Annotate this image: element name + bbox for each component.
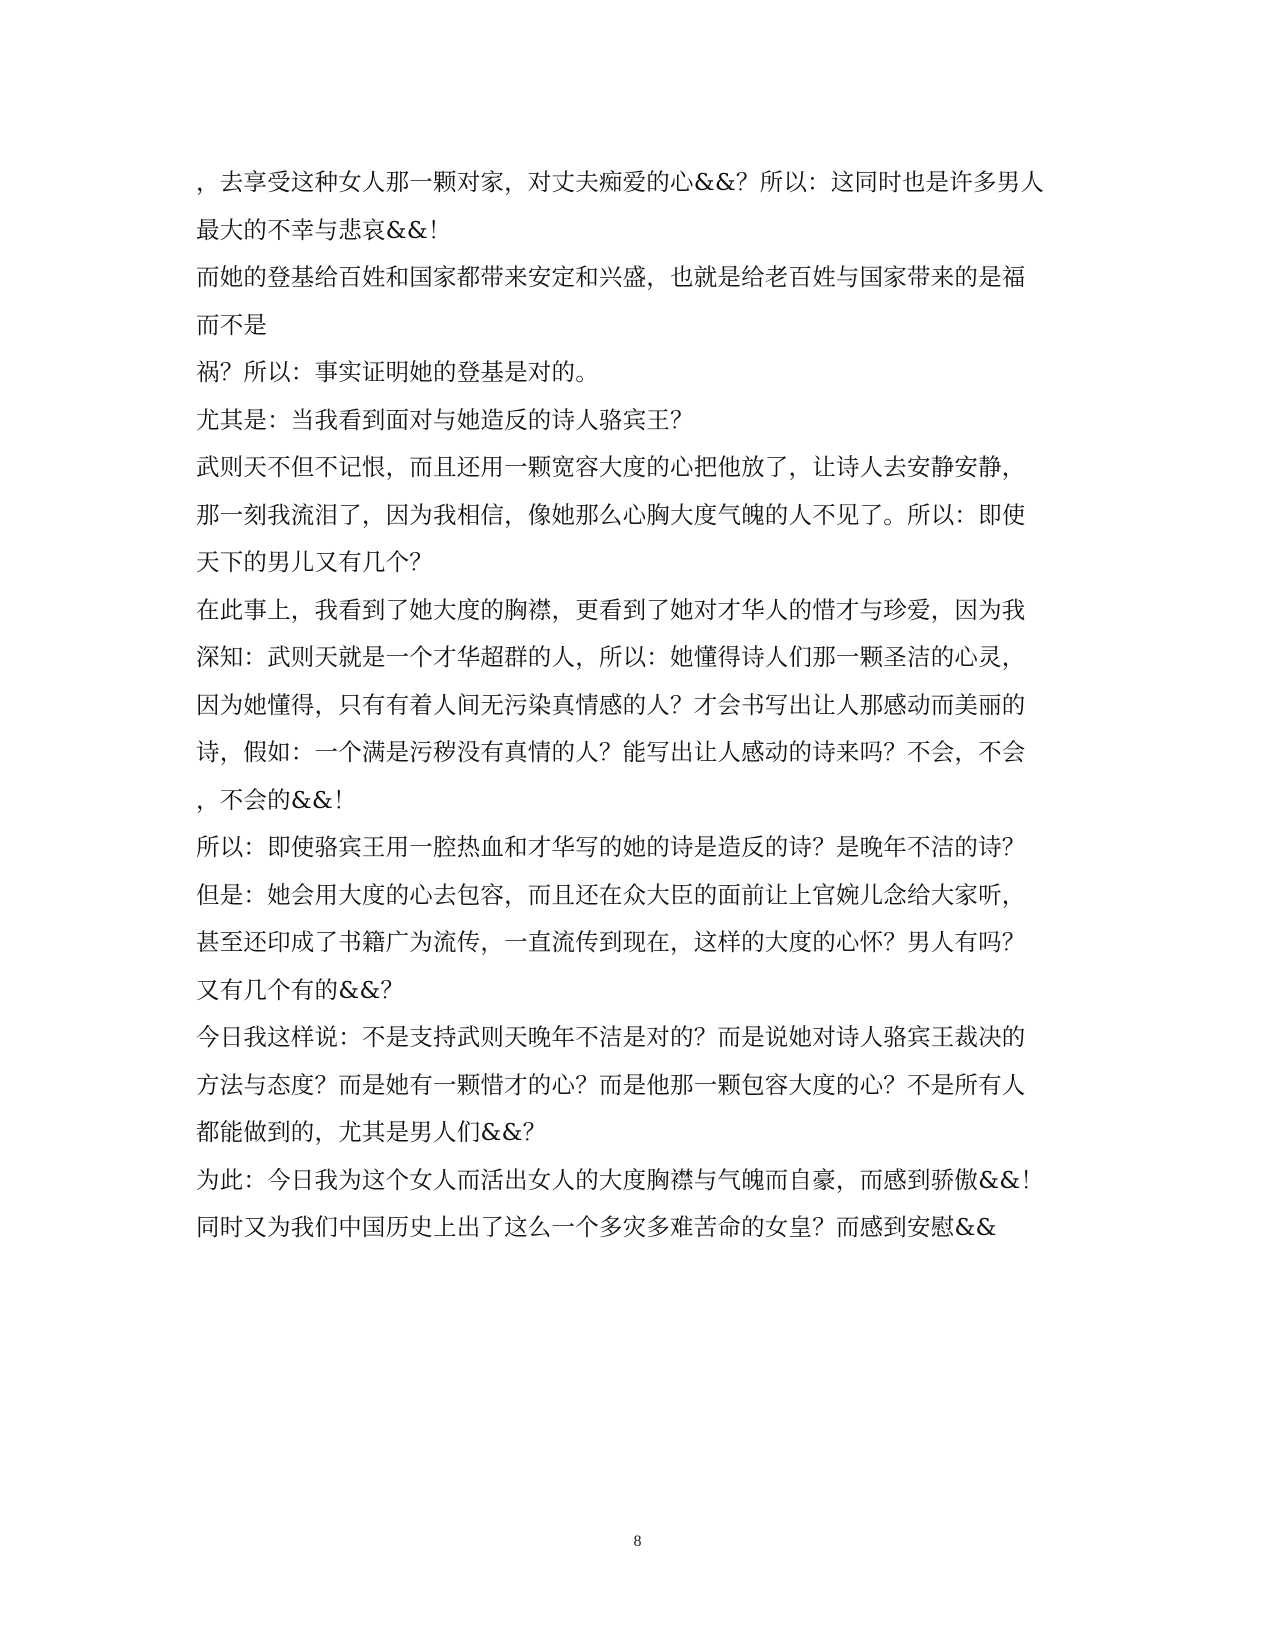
body-text	[196, 159, 1076, 1252]
text-line: 为此：今日我为这个女人而活出女人的大度胸襟与气魄而自豪，而感到骄傲&&！	[196, 1165, 1045, 1194]
text-line: 甚至还印成了书籍广为流传，一直流传到现在，这样的大度的心怀？男人有吗？	[196, 928, 1026, 956]
page-number: 8	[633, 1533, 642, 1550]
text-line: 因为她懂得，只有有着人间无污染真情感的人？才会书写出让人那感动而美丽的	[196, 690, 1026, 719]
text-line: 同时又为我们中国历史上出了这么一个多灾多难苦命的女皇？而感到安慰&&	[196, 1213, 997, 1241]
text-line: 但是：她会用大度的心去包容，而且还在众大臣的面前让上官婉儿念给大家听，	[196, 880, 1026, 909]
text-line: 方法与态度？而是她有一颗惜才的心？而是他那一颗包容大度的心？不是所有人	[196, 1070, 1026, 1099]
text-line: 诗，假如：一个满是污秽没有真情的人？能写出让人感动的诗来吗？不会，不会	[196, 738, 1026, 766]
text-line: 今日我这样说：不是支持武则天晚年不洁是对的？而是说她对诗人骆宾王裁决的	[196, 1023, 1026, 1051]
text-line: 尤其是：当我看到面对与她造反的诗人骆宾王？	[196, 405, 694, 434]
text-line: 都能做到的，尤其是男人们&&？	[196, 1118, 547, 1146]
text-line: 而她的登基给百姓和国家都带来安定和兴盛，也就是给老百姓与国家带来的是福	[196, 263, 1026, 291]
text-line: ，去享受这种女人那一颗对家，对丈夫痴爱的心&&？所以：这同时也是许多男人	[196, 168, 1045, 196]
text-line: 祸？所以：事实证明她的登基是对的。	[196, 358, 599, 386]
text-line: 又有几个有的&&？	[196, 975, 405, 1004]
text-line: 所以：即使骆宾王用一腔热血和才华写的她的诗是造反的诗？是晚年不洁的诗？	[196, 833, 1026, 861]
text-line: 在此事上，我看到了她大度的胸襟，更看到了她对才华人的惜才与珍爱，因为我	[196, 595, 1026, 624]
text-line: 武则天不但不记恨，而且还用一颗宽容大度的心把他放了，让诗人去安静安静，	[196, 453, 1026, 481]
text-line: 天下的男儿又有几个？	[196, 548, 433, 576]
text-line: ，不会的&&！	[196, 785, 357, 814]
text-line: 深知：武则天就是一个才华超群的人，所以：她懂得诗人们那一颗圣洁的心灵，	[196, 643, 1026, 671]
text-line: 那一刻我流泪了，因为我相信，像她那么心胸大度气魄的人不见了。所以：即使	[196, 500, 1026, 529]
text-line: 而不是	[196, 310, 268, 339]
text-line: 最大的不幸与悲哀&&！	[196, 215, 452, 244]
